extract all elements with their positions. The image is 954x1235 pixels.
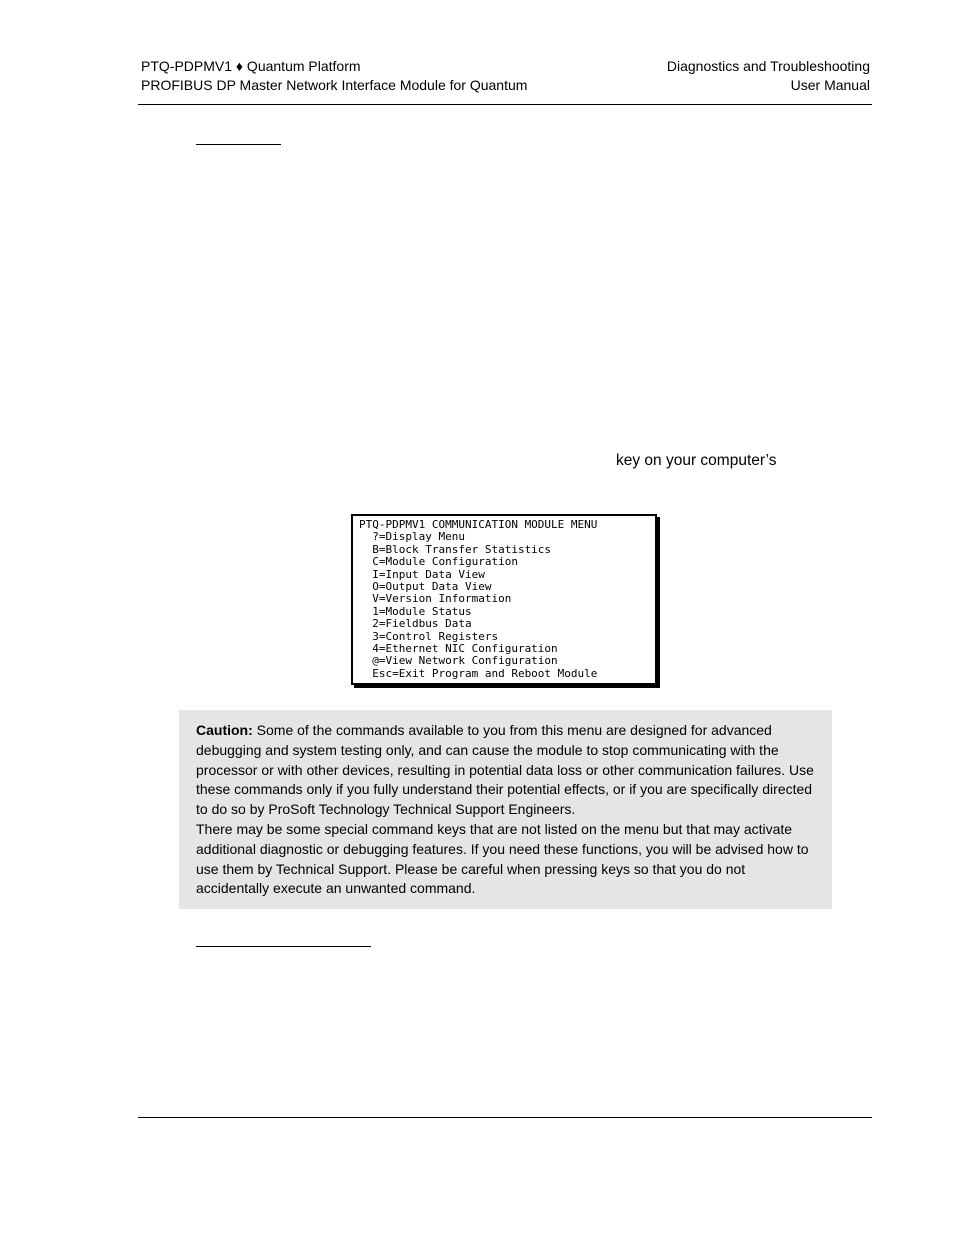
caution-text-1: Some of the commands available to you from this menu are designed for advanced debugging and system testing only, and can cause the module to stop communicating with the processor or with other devices, resulting in potential data loss or other communication failures. Use these commands only if you fully understand their potential effects, or if you are specifically directed to do so by ProSoft Technology Technical Support Engineers. bbox=[196, 722, 814, 818]
hyperlink-underline-1[interactable] bbox=[196, 144, 281, 145]
terminal-line: I=Input Data View bbox=[359, 567, 485, 581]
header-chapter-title: Diagnostics and Troubleshooting bbox=[666, 58, 870, 74]
caution-label: Caution: bbox=[196, 722, 253, 738]
terminal-line: Esc=Exit Program and Reboot Module bbox=[359, 666, 598, 680]
terminal-line: C=Module Configuration bbox=[359, 555, 518, 569]
header-product-line: PTQ-PDPMV1 ♦ Quantum Platform bbox=[141, 58, 361, 74]
header-rule bbox=[138, 104, 872, 105]
header-manual-title: User Manual bbox=[790, 77, 870, 93]
header-right bbox=[667, 57, 870, 95]
terminal-line: ?=Display Menu bbox=[359, 530, 465, 544]
terminal-line: V=Version Information bbox=[359, 592, 512, 606]
caution-box bbox=[179, 710, 832, 909]
terminal-line: @=View Network Configuration bbox=[359, 654, 558, 668]
caution-paragraph-2: There may be some special command keys that are not listed on the menu but that may activate additional diagnostic or debugging features. If you need these functions, you will be advised how to use them by Technical Support. Please be careful when pressing keys so that you do not accidentally execute an unwanted command. bbox=[196, 820, 809, 897]
footer-rule bbox=[138, 1117, 872, 1118]
caution-paragraph-1 bbox=[196, 721, 814, 820]
terminal-line: 4=Ethernet NIC Configuration bbox=[359, 642, 558, 656]
terminal-line: 1=Module Status bbox=[359, 604, 472, 618]
terminal-line: O=Output Data View bbox=[359, 580, 492, 594]
header-left bbox=[141, 57, 527, 95]
terminal-line: PTQ-PDPMV1 COMMUNICATION MODULE MENU bbox=[359, 518, 598, 531]
body-text-fragment: key on your computer’s bbox=[616, 452, 777, 469]
terminal-line: 2=Fieldbus Data bbox=[359, 617, 472, 631]
header-module-description: PROFIBUS DP Master Network Interface Module for Quantum bbox=[141, 77, 528, 93]
terminal-line: 3=Control Registers bbox=[359, 629, 499, 643]
hyperlink-underline-2[interactable] bbox=[196, 946, 371, 947]
terminal-line: B=Block Transfer Statistics bbox=[359, 542, 552, 556]
terminal-menu-screenshot bbox=[351, 514, 657, 685]
